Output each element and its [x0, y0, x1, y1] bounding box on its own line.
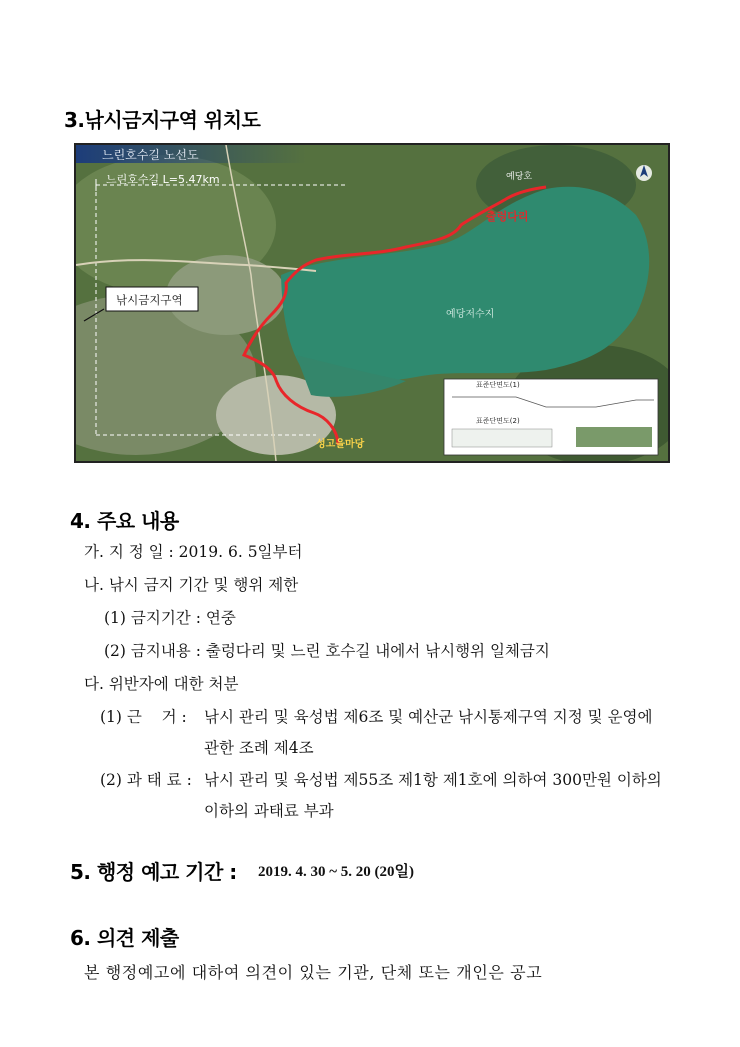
section3-title: 3.낚시금지구역 위치도: [64, 108, 261, 132]
fine-line2: 이하의 과태료 부과: [204, 802, 334, 820]
legal-basis-line1: 낚시 관리 및 육성법 제6조 및 예산군 낚시통제구역 지정 및 운영에: [204, 708, 653, 726]
section4-title: 4. 주요 내용: [70, 509, 179, 533]
inset2-diagram: [452, 429, 552, 447]
inset2-photo: [576, 427, 652, 447]
legal-basis-label: (1) 근 거 :: [100, 708, 187, 726]
callout-text: 낚시금지구역: [116, 293, 183, 307]
map-header-text: 느린호수길 노선도: [102, 148, 199, 162]
designation-date: 가. 지 정 일 : 2019. 6. 5일부터: [84, 543, 303, 561]
route-map-image: [76, 145, 668, 461]
end-label: 성고을마당: [316, 439, 365, 450]
lake-label: 예당저수지: [446, 309, 495, 320]
section6-title: 6. 의견 제출: [70, 926, 179, 950]
restriction-period: (1) 금지기간 : 연중: [104, 609, 236, 627]
inset2-title: 표준단면도(2): [476, 417, 520, 425]
bridge-label: 출렁다리: [486, 210, 529, 223]
start-label: 예당호: [506, 172, 533, 182]
section5-title: 5. 행정 예고 기간 :: [70, 860, 237, 884]
distance-label: 느린호수길 L=5.47km: [106, 173, 220, 186]
penalty-heading: 다. 위반자에 대한 처분: [84, 675, 239, 693]
inset1-title: 표준단면도(1): [476, 381, 520, 389]
notice-period: 2019. 4. 30 ~ 5. 20 (20일): [258, 864, 415, 880]
fine-line1: 낚시 관리 및 육성법 제55조 제1항 제1호에 의하여 300만원 이하의: [204, 771, 662, 789]
legal-basis-line2: 관한 조례 제4조: [204, 739, 314, 757]
route-map: [74, 143, 670, 463]
section6-body: 본 행정예고에 대하여 의견이 있는 기관, 단체 또는 개인은 공고: [84, 963, 543, 982]
restriction-content: (2) 금지내용 : 출렁다리 및 느린 호수길 내에서 낚시행위 일체금지: [104, 642, 550, 660]
fine-label: (2) 과 태 료 :: [100, 771, 192, 789]
restriction-heading: 나. 낚시 금지 기간 및 행위 제한: [84, 576, 299, 594]
